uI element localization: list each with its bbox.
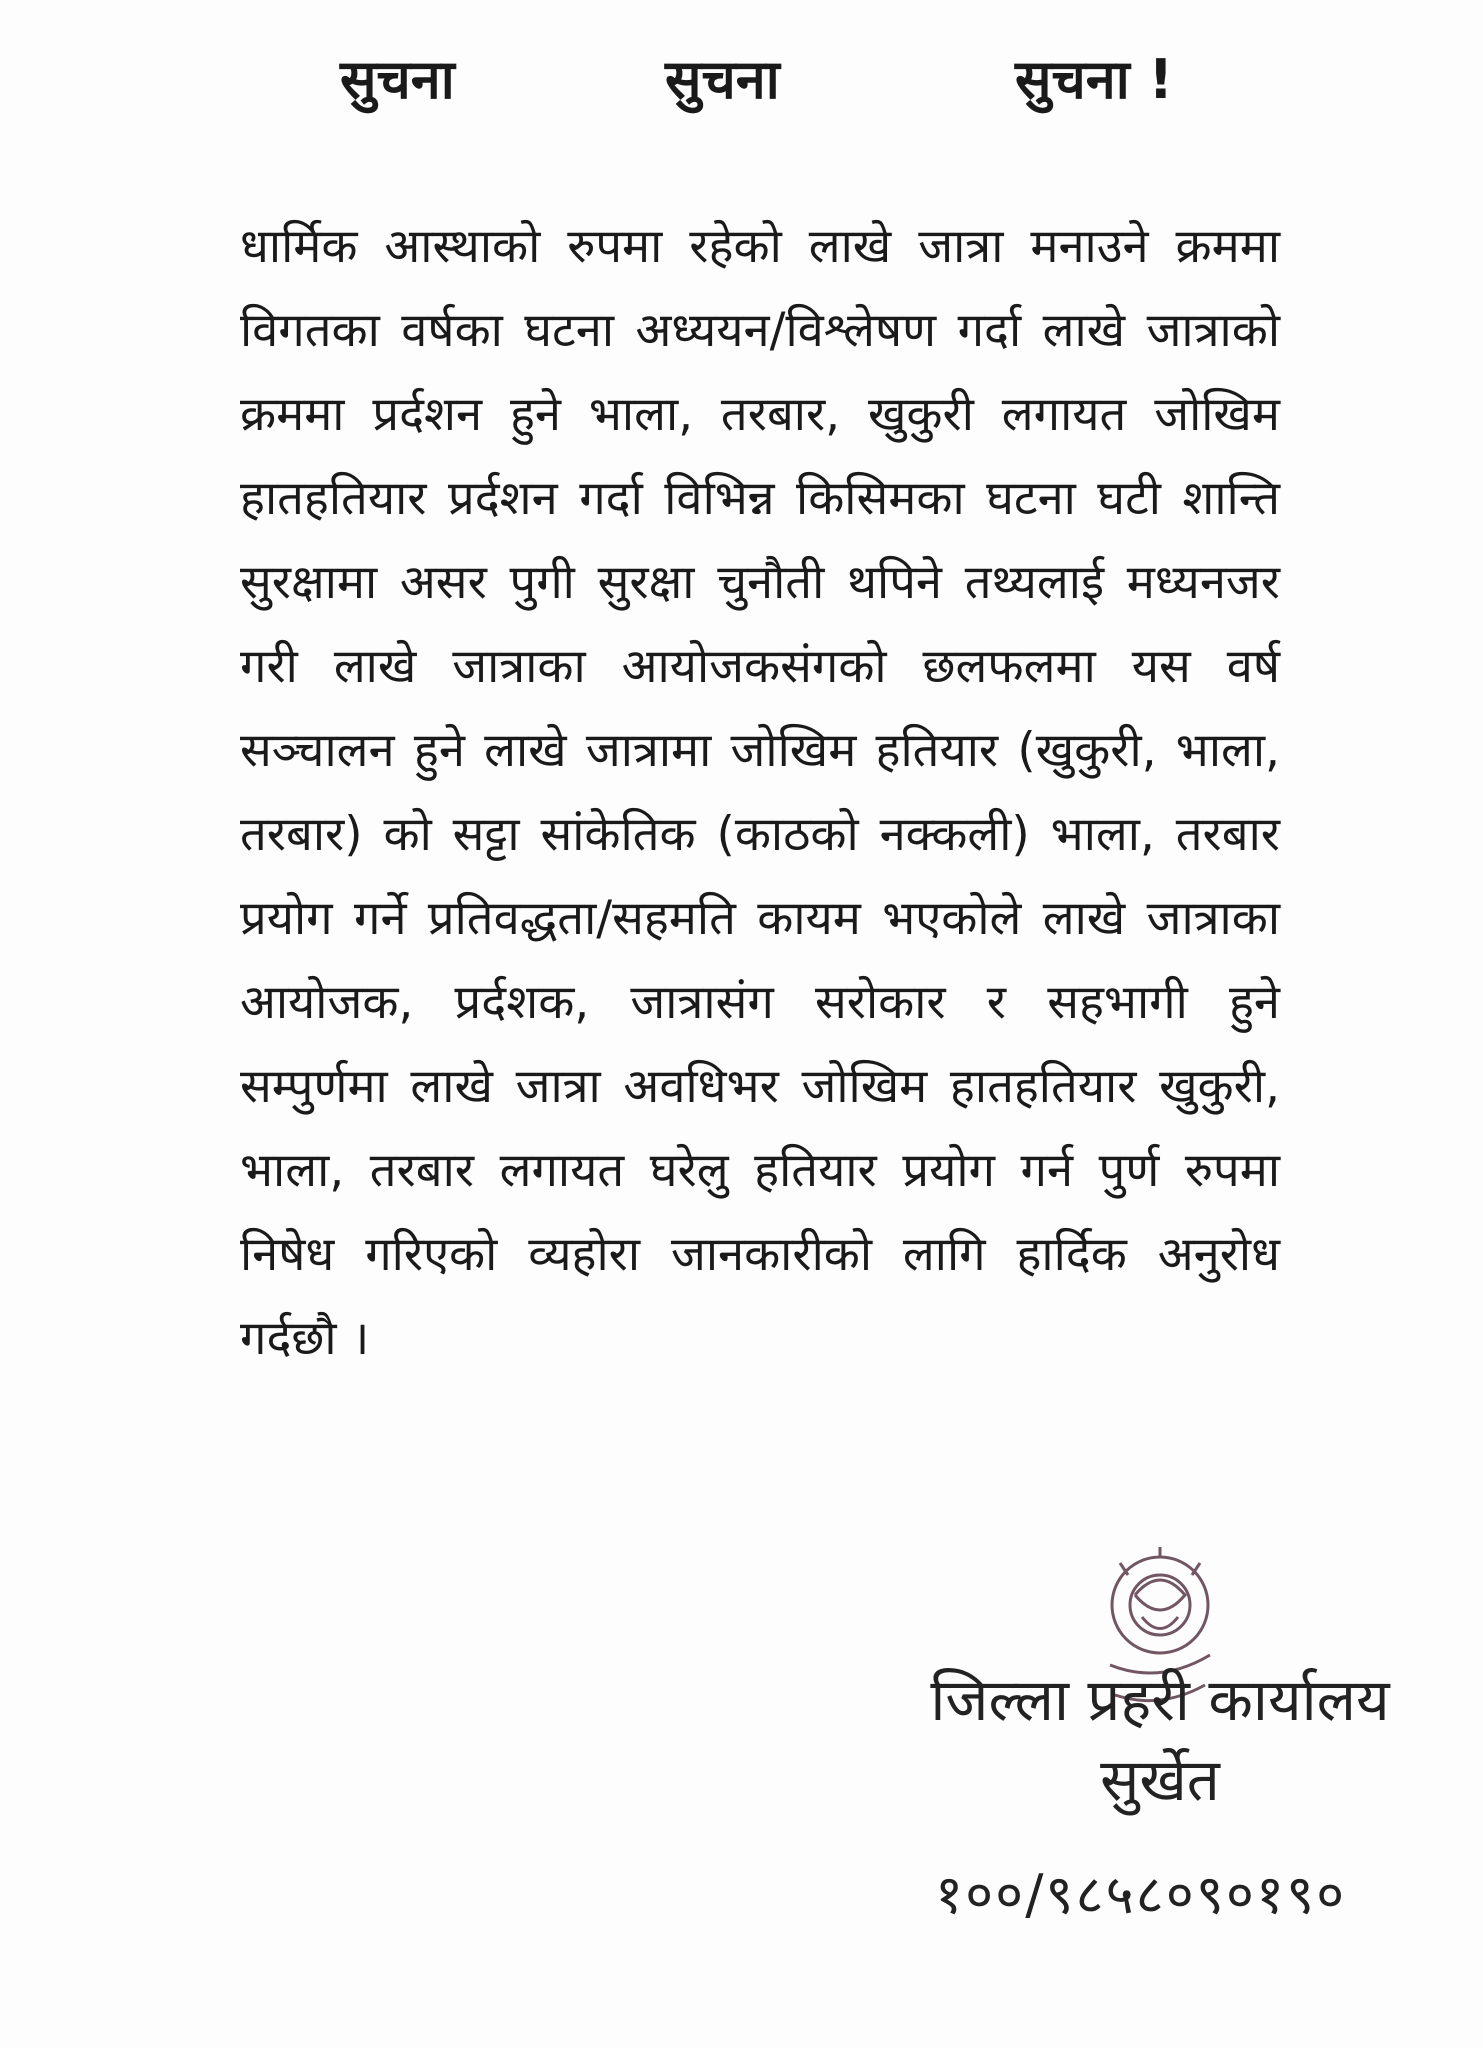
office-location: सुर्खेत [1100,1746,1220,1814]
heading-word-3: सुचना ! [1015,48,1174,111]
heading-word-2: सुचना [665,48,780,111]
office-name: जिल्ला प्रहरी कार्यालय [930,1666,1390,1734]
signature-block [900,1660,1420,1820]
heading-word-1: सुचना [340,48,455,111]
notice-heading [300,40,1200,130]
notice-body: धार्मिक आस्थाको रुपमा रहेको लाखे जात्रा मनाउने क्रममा विगतका वर्षका घटना अध्ययन/विश्लेषण गर्दा लाखे जात्राको क्रममा प्रर्दशन हुने भाला, तरबार, खुकुरी लगायत जोखिम हातहतियार प्रर्दशन गर्दा विभिन्न किसिमका घटना घटी शान्ति सुरक्षामा असर पुगी सुरक्षा चुनौती थपिने तथ्यलाई मध्यनजर गरी लाखे जात्राका आयोजकसंगको छलफलमा यस वर्ष सञ्चालन हुने लाखे जात्रामा जोखिम हतियार (खुकुरी, भाला, तरबार) को सट्टा सांकेतिक (काठको नक्कली) भाला, तरबार प्रयोग गर्ने प्रतिवद्धता/सहमति कायम भएकोले लाखे जात्राका आयोजक, प्रर्दशक, जात्रासंग सरोकार र सहभागी हुने सम्पुर्णमा लाखे जात्रा अवधिभर जोखिम हातहतियार खुकुरी, भाला, तरबार लगायत घरेलु हतियार प्रयोग गर्न पुर्ण रुपमा निषेध गरिएको व्यहोरा जानकारीको लागि हार्दिक अनुरोध गर्दछौ । [240,219,1280,1366]
phone-number: १००/९८५८०९०१९० [935,1863,1347,1926]
